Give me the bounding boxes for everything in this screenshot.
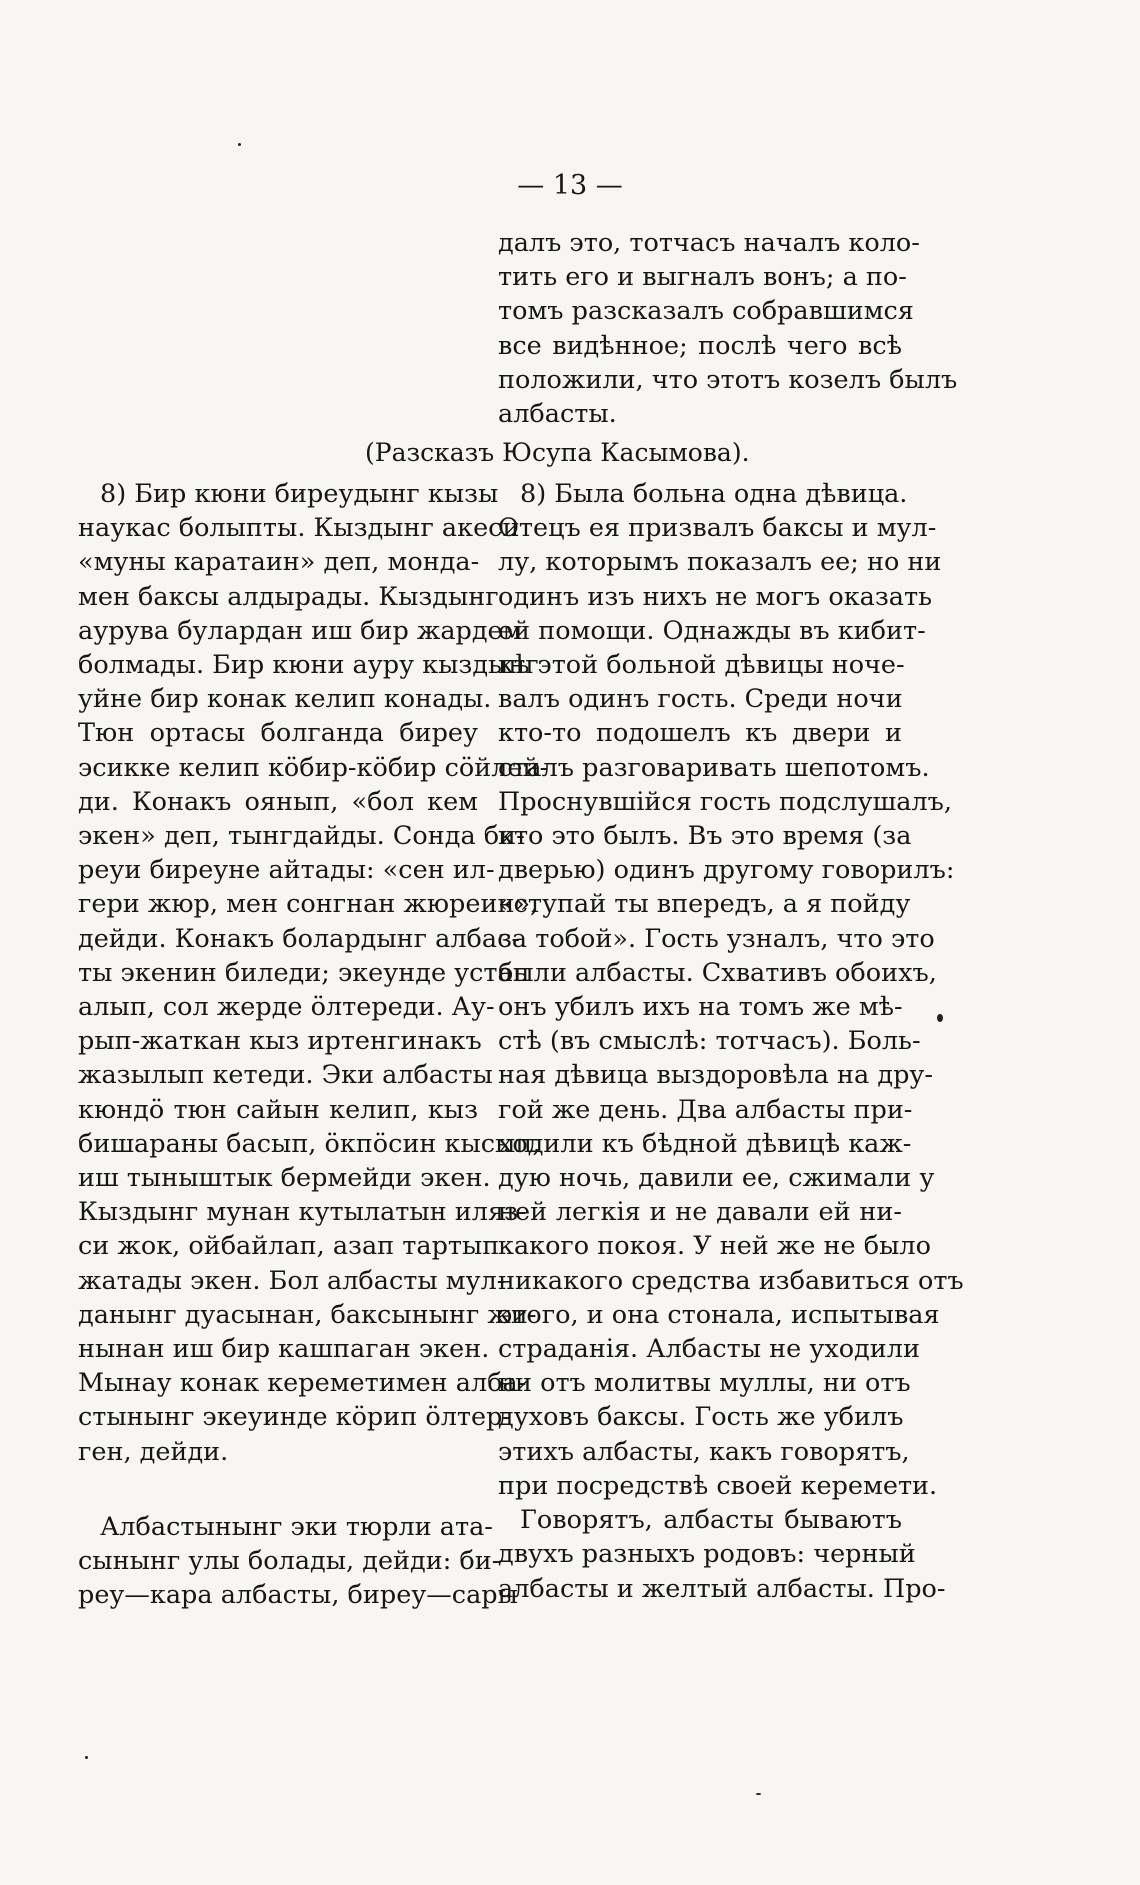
text-line: за тобой». Гость узналъ, что это <box>498 923 935 954</box>
text-line: наукас болыпты. Кыздынг акеси <box>78 513 520 544</box>
story-attribution: (Разсказъ Юсупа Касымова). <box>365 438 750 467</box>
text-line: ди. Конакъ оянып, «бол кем <box>78 786 478 817</box>
text-line: кюндӧ тюн сайын келип, кыз <box>78 1094 478 1125</box>
text-line: были албасты. Схвативъ обоихъ, <box>498 957 937 988</box>
text-line: ходили къ бѣдной дѣвицѣ каж- <box>498 1128 912 1159</box>
text-line: кѣ этой больной дѣвицы ноче- <box>498 650 905 681</box>
text-line: гой же день. Два албасты при- <box>498 1094 913 1125</box>
text-line: гери жюр, мен сонгнан жюреин», <box>78 889 539 920</box>
text-line: дую ночь, давили ее, сжимали у <box>498 1163 935 1194</box>
text-line: все видѣнное; послѣ чего всѣ <box>498 330 902 361</box>
text-line: «муны каратаин» деп, монда- <box>78 547 480 578</box>
text-line: сталъ разговаривать шепотомъ. <box>498 752 930 783</box>
text-line: стѣ (въ смыслѣ: тотчасъ). Боль- <box>498 1026 921 1057</box>
left-column-bottom-text <box>78 1510 518 1613</box>
text-line: духовъ баксы. Гость же убилъ <box>498 1402 904 1433</box>
text-line: кто это былъ. Въ это время (за <box>498 821 912 852</box>
text-line: Проснувшійся гость подслушалъ, <box>498 786 952 817</box>
text-line: ей помощи. Однажды въ кибит- <box>498 615 926 646</box>
text-line: сынынг улы болады, дейди: би- <box>78 1546 501 1577</box>
text-line: этого, и она стонала, испытывая <box>498 1299 940 1330</box>
text-line: положили, что этотъ козелъ былъ <box>498 364 958 395</box>
text-line: албасты и желтый албасты. Про- <box>498 1573 946 1604</box>
text-line: этихъ албасты, какъ говорятъ, <box>498 1436 910 1467</box>
text-line: ней легкія и не давали ей ни- <box>498 1197 902 1228</box>
text-line: ная дѣвица выздоровѣла на дру- <box>498 1060 934 1091</box>
text-line: реуи биреуне айтады: «сен ил- <box>78 855 495 886</box>
text-line: стынынг экеуинде кӧрип ӧлтер- <box>78 1402 512 1433</box>
text-line: жазылып кетеди. Эки албасты <box>78 1060 493 1091</box>
right-column-top-text <box>498 226 958 431</box>
text-line: при посредствѣ своей керемети. <box>498 1470 938 1501</box>
text-line: далъ это, тотчасъ началъ коло- <box>498 228 920 258</box>
text-line: данынг дуасынан, баксынынг жи- <box>78 1299 537 1330</box>
left-column-story-text <box>78 477 549 1469</box>
text-line: двухъ разныхъ родовъ: черный <box>498 1539 916 1570</box>
text-line: одинъ изъ нихъ не могъ оказать <box>498 581 932 612</box>
text-line: экен» деп, тынгдайды. Сонда би- <box>78 821 525 852</box>
text-line: Говорятъ, албасты бываютъ <box>520 1505 902 1536</box>
text-line: валъ одинъ гость. Среди ночи <box>498 684 903 715</box>
text-line: какого покоя. У ней же не было <box>498 1231 931 1262</box>
text-line: страданія. Албасты не уходили <box>498 1334 920 1365</box>
text-line: мен баксы алдырады. Кыздынг <box>78 581 499 612</box>
text-line: Кыздынг мунан кутылатын иляз- <box>78 1197 527 1228</box>
text-line: нынан иш бир кашпаган экен. <box>78 1334 490 1365</box>
text-line: ты экенин биледи; экеунде устап <box>78 957 530 988</box>
text-line: кто-то подошелъ къ двери и <box>498 718 902 749</box>
text-line: алып, сол жерде ӧлтереди. Ау- <box>78 992 495 1023</box>
text-line: Отецъ ея призвалъ баксы и мул- <box>498 513 937 544</box>
text-line: дверью) одинъ другому говорилъ: <box>498 855 955 886</box>
print-speck <box>85 1756 88 1759</box>
text-line: ген, дейди. <box>78 1436 229 1467</box>
text-line: уйне бир конак келип конады. <box>78 684 492 715</box>
text-line: 8) Была больна одна дѣвица. <box>520 479 908 509</box>
print-speck <box>238 143 241 146</box>
text-line: иш тыныштык бермейди экен. <box>78 1163 491 1194</box>
text-line: Тюн ортасы болганда биреу <box>78 718 478 749</box>
right-column-story-text <box>498 477 964 1606</box>
page-number: — 13 — <box>517 170 623 201</box>
text-line: томъ разсказалъ собравшимся <box>498 296 914 327</box>
text-line: рып-жаткан кыз иртенгинакъ <box>78 1026 482 1057</box>
text-line: никакого средства избавиться отъ <box>498 1265 964 1296</box>
text-line: Мынау конак кереметимен алба- <box>78 1368 527 1399</box>
text-line: ни отъ молитвы муллы, ни отъ <box>498 1368 911 1399</box>
text-line: онъ убилъ ихъ на томъ же мѣ- <box>498 992 903 1023</box>
print-speck <box>937 1014 943 1022</box>
text-line: албасты. <box>498 399 617 430</box>
text-line: «ступай ты впередъ, а я пойду <box>498 889 911 920</box>
text-line: лу, которымъ показалъ ее; но ни <box>498 547 942 578</box>
text-line: тить его и выгналъ вонъ; а по- <box>498 262 907 293</box>
text-line: 8) Бир кюни биреудынг кызы <box>100 479 499 509</box>
text-line: аурува булардан иш бир жардем <box>78 615 523 646</box>
text-line: Албастынынг эки тюрли ата- <box>100 1512 493 1542</box>
text-line: си жок, ойбайлап, азап тартып <box>78 1231 500 1262</box>
print-speck <box>756 1793 761 1795</box>
text-line: дейди. Конакъ болардынг албас- <box>78 923 520 954</box>
text-line: бишараны басып, ӧкпӧсин кысып, <box>78 1128 541 1159</box>
text-line: жатады экен. Бол албасты мул- <box>78 1265 506 1296</box>
text-line: эсикке келип кӧбир-кӧбир сӧйлей- <box>78 752 549 783</box>
text-line: реу—кара албасты, биреу—сары <box>78 1580 518 1611</box>
text-line: болмады. Бир кюни ауру кыздынг <box>78 650 539 681</box>
